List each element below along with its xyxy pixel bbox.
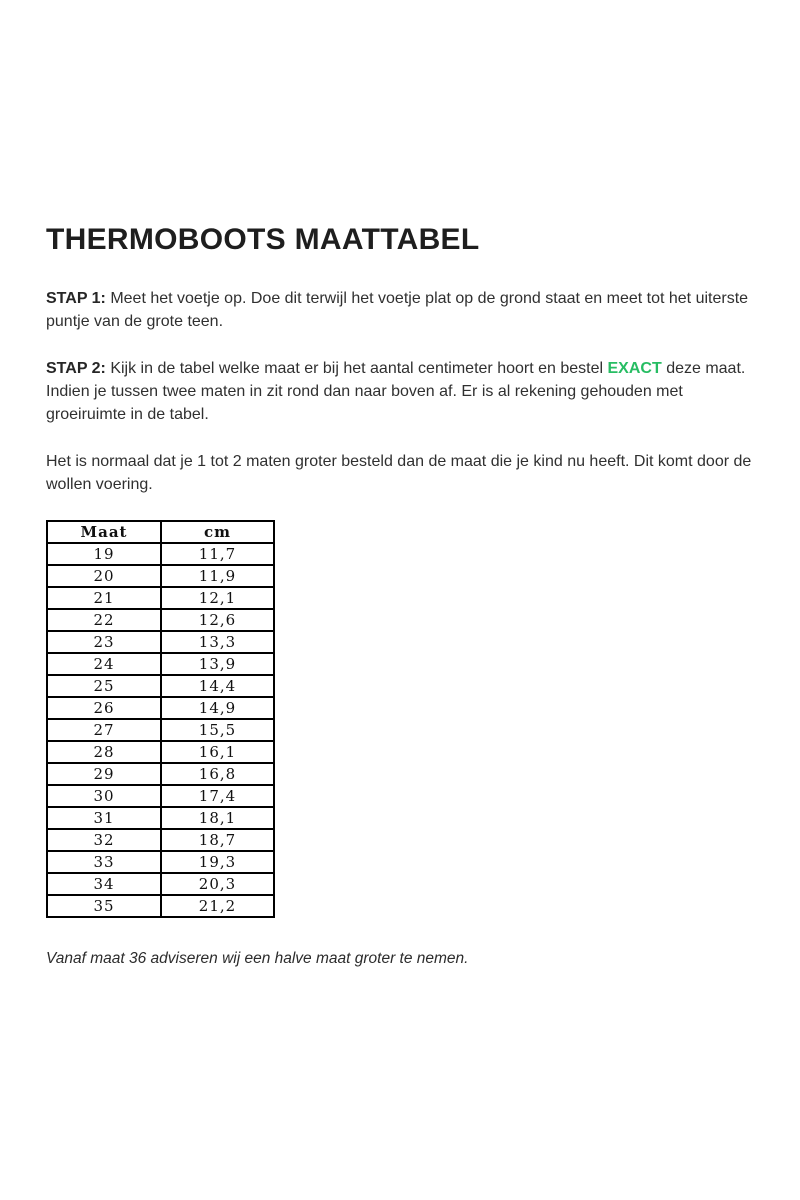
table-row — [47, 829, 274, 851]
size-table-head — [47, 521, 274, 543]
table-cell: 17,4 — [161, 785, 274, 807]
table-cell: 15,5 — [161, 719, 274, 741]
note-paragraph: Het is normaal dat je 1 tot 2 maten groter besteld dan de maat die je kind nu heeft. Dit komt door de wollen voering. — [46, 453, 752, 493]
table-cell: 23 — [47, 631, 161, 653]
table-cell: 33 — [47, 851, 161, 873]
table-cell: 21 — [47, 587, 161, 609]
table-cell: 19,3 — [161, 851, 274, 873]
table-cell: 11,9 — [161, 565, 274, 587]
size-table-body — [47, 543, 274, 917]
table-row — [47, 895, 274, 917]
table-cell: 14,4 — [161, 675, 274, 697]
table-row — [47, 873, 274, 895]
table-cell: 16,8 — [161, 763, 274, 785]
step2-text-before: Kijk in de tabel welke maat er bij het aantal centimeter hoort en bestel — [110, 360, 604, 377]
size-table — [46, 520, 275, 918]
table-cell: 25 — [47, 675, 161, 697]
table-row — [47, 675, 274, 697]
table-cell: 34 — [47, 873, 161, 895]
table-cell: 28 — [47, 741, 161, 763]
table-row — [47, 807, 274, 829]
header-row — [47, 521, 274, 543]
table-cell: 29 — [47, 763, 161, 785]
table-cell: 31 — [47, 807, 161, 829]
table-cell: 22 — [47, 609, 161, 631]
page-title: THERMOBOOTS MAATTABEL — [46, 223, 480, 256]
step2-paragraph — [46, 357, 755, 426]
table-row — [47, 653, 274, 675]
table-row — [47, 631, 274, 653]
table-row — [47, 719, 274, 741]
exact-highlight: EXACT — [607, 360, 662, 377]
table-row — [47, 609, 274, 631]
step2-text-after: deze maat. Indien je tussen twee maten in zit rond dan naar boven af. Er is al rekening gehouden met groeiruimte in de tabel. — [46, 360, 746, 423]
table-row — [47, 587, 274, 609]
table-cell: 13,9 — [161, 653, 274, 675]
table-cell: 35 — [47, 895, 161, 917]
table-row — [47, 763, 274, 785]
step1-paragraph — [46, 287, 755, 333]
table-cell: 27 — [47, 719, 161, 741]
table-cell: 20 — [47, 565, 161, 587]
table-cell: 20,3 — [161, 873, 274, 895]
table-cell: 19 — [47, 543, 161, 565]
column-header-maat: Maat — [47, 521, 161, 543]
table-cell: 18,1 — [161, 807, 274, 829]
footnote: Vanaf maat 36 adviseren wij een halve maat groter te nemen. — [46, 950, 469, 967]
table-cell: 12,6 — [161, 609, 274, 631]
step1-label: STAP 1: — [46, 290, 106, 307]
table-cell: 26 — [47, 697, 161, 719]
table-row — [47, 851, 274, 873]
table-cell: 13,3 — [161, 631, 274, 653]
table-cell: 11,7 — [161, 543, 274, 565]
table-row — [47, 543, 274, 565]
step2-label: STAP 2: — [46, 360, 106, 377]
table-cell: 21,2 — [161, 895, 274, 917]
table-cell: 18,7 — [161, 829, 274, 851]
table-row — [47, 565, 274, 587]
table-cell: 14,9 — [161, 697, 274, 719]
table-row — [47, 785, 274, 807]
step1-text: Meet het voetje op. Doe dit terwijl het voetje plat op de grond staat en meet tot het uiterste puntje van de grote teen. — [46, 290, 749, 330]
column-header-cm: cm — [161, 521, 274, 543]
table-row — [47, 697, 274, 719]
table-cell: 24 — [47, 653, 161, 675]
table-cell: 12,1 — [161, 587, 274, 609]
table-cell: 30 — [47, 785, 161, 807]
table-cell: 32 — [47, 829, 161, 851]
table-cell: 16,1 — [161, 741, 274, 763]
table-row — [47, 741, 274, 763]
